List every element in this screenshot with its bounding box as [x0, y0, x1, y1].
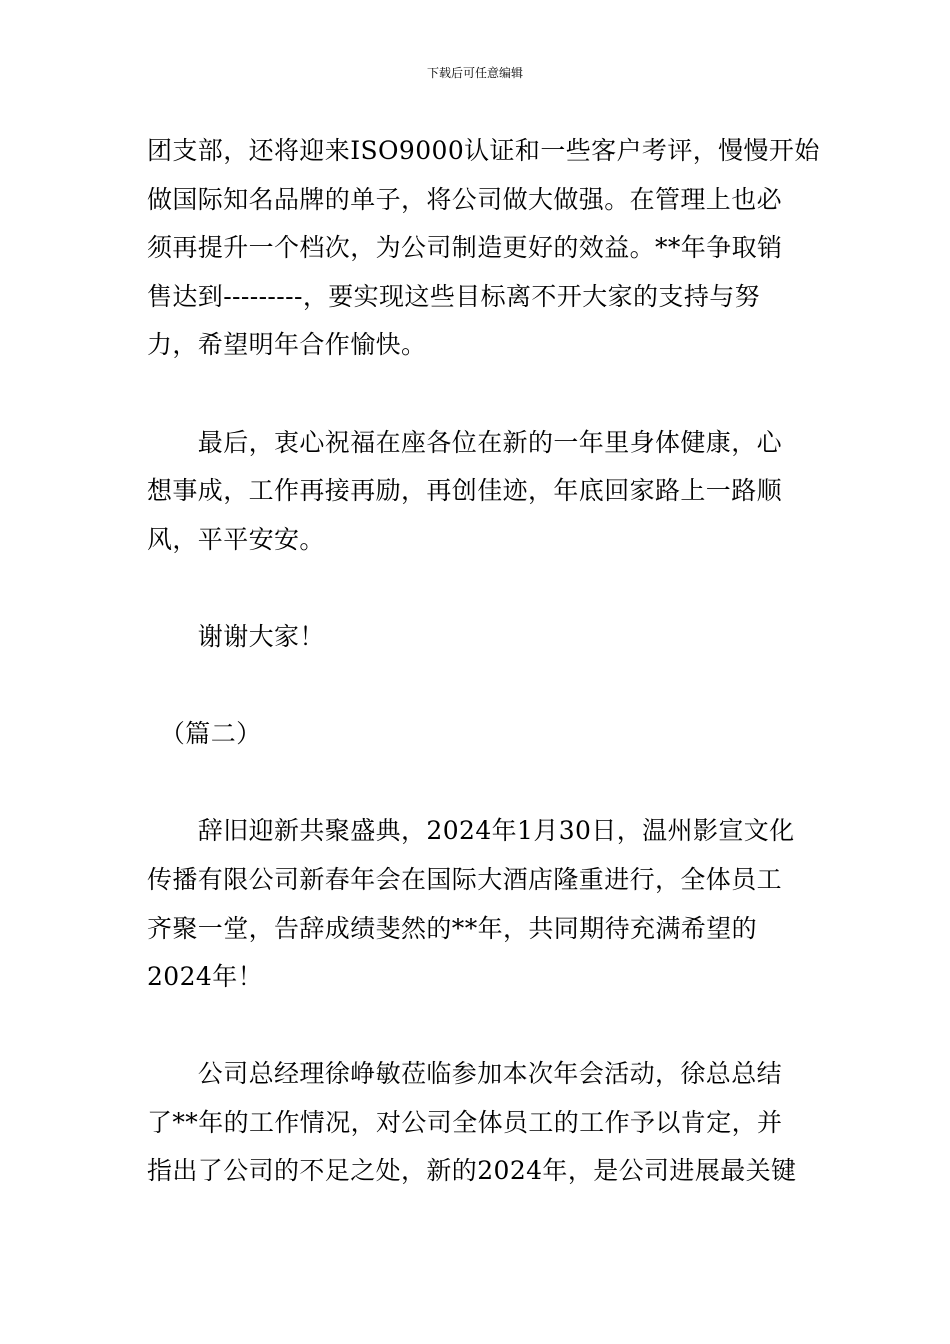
text-line: 想事成，工作再接再励，再创佳迹，年底回家路上一路顺 [147, 476, 783, 506]
text-line: 须再提升一个档次，为公司制造更好的效益。**年争取销 [147, 233, 783, 263]
paragraph-general-manager [147, 1050, 807, 1196]
text-line: 做国际知名品牌的单子，将公司做大做强。在管理上也必 [147, 184, 783, 214]
text-line: 最后，衷心祝福在座各位在新的一年里身体健康，心 [147, 427, 783, 457]
text-line: 力，希望明年合作愉快。 [147, 330, 427, 360]
paragraph-gap [147, 662, 807, 711]
paragraph-blessings [147, 419, 807, 565]
text-line: 谢谢大家！ [147, 621, 325, 651]
page-header: 下载后可任意编辑 [426, 66, 523, 80]
text-line: 公司总经理徐峥敏莅临参加本次年会活动，徐总总结 [147, 1059, 783, 1089]
paragraph-gap [147, 759, 807, 808]
text-line: 风，平平安安。 [147, 524, 325, 554]
paragraph-gap [147, 370, 807, 419]
paragraph-thanks [147, 613, 807, 662]
paragraph-gap [147, 1002, 807, 1051]
text-line: 团支部，还将迎来ISO9000认证和一些客户考评，慢慢开始 [147, 136, 820, 165]
text-line: 指出了公司的不足之处，新的2024年，是公司进展最关键 [147, 1156, 797, 1186]
document-body [147, 127, 820, 1196]
text-line: 售达到---------，要实现这些目标离不开大家的支持与努 [147, 281, 761, 311]
paragraph-company-goals [147, 127, 820, 370]
text-line: 齐聚一堂，告辞成绩斐然的**年，共同期待充满希望的 [147, 913, 758, 943]
text-line: 2024年！ [147, 962, 264, 992]
text-line: 了**年的工作情况，对公司全体员工的工作予以肯定，并 [147, 1107, 783, 1137]
paragraph-annual-meeting [147, 807, 807, 1001]
section-heading-part-two [147, 710, 807, 759]
text-line: 传播有限公司新春年会在国际大酒店隆重进行，全体员工 [147, 864, 783, 894]
text-line: （篇二） [147, 719, 262, 749]
paragraph-gap [147, 564, 807, 613]
text-line: 辞旧迎新共聚盛典，2024年1月30日，温州影宣文化 [147, 816, 795, 846]
